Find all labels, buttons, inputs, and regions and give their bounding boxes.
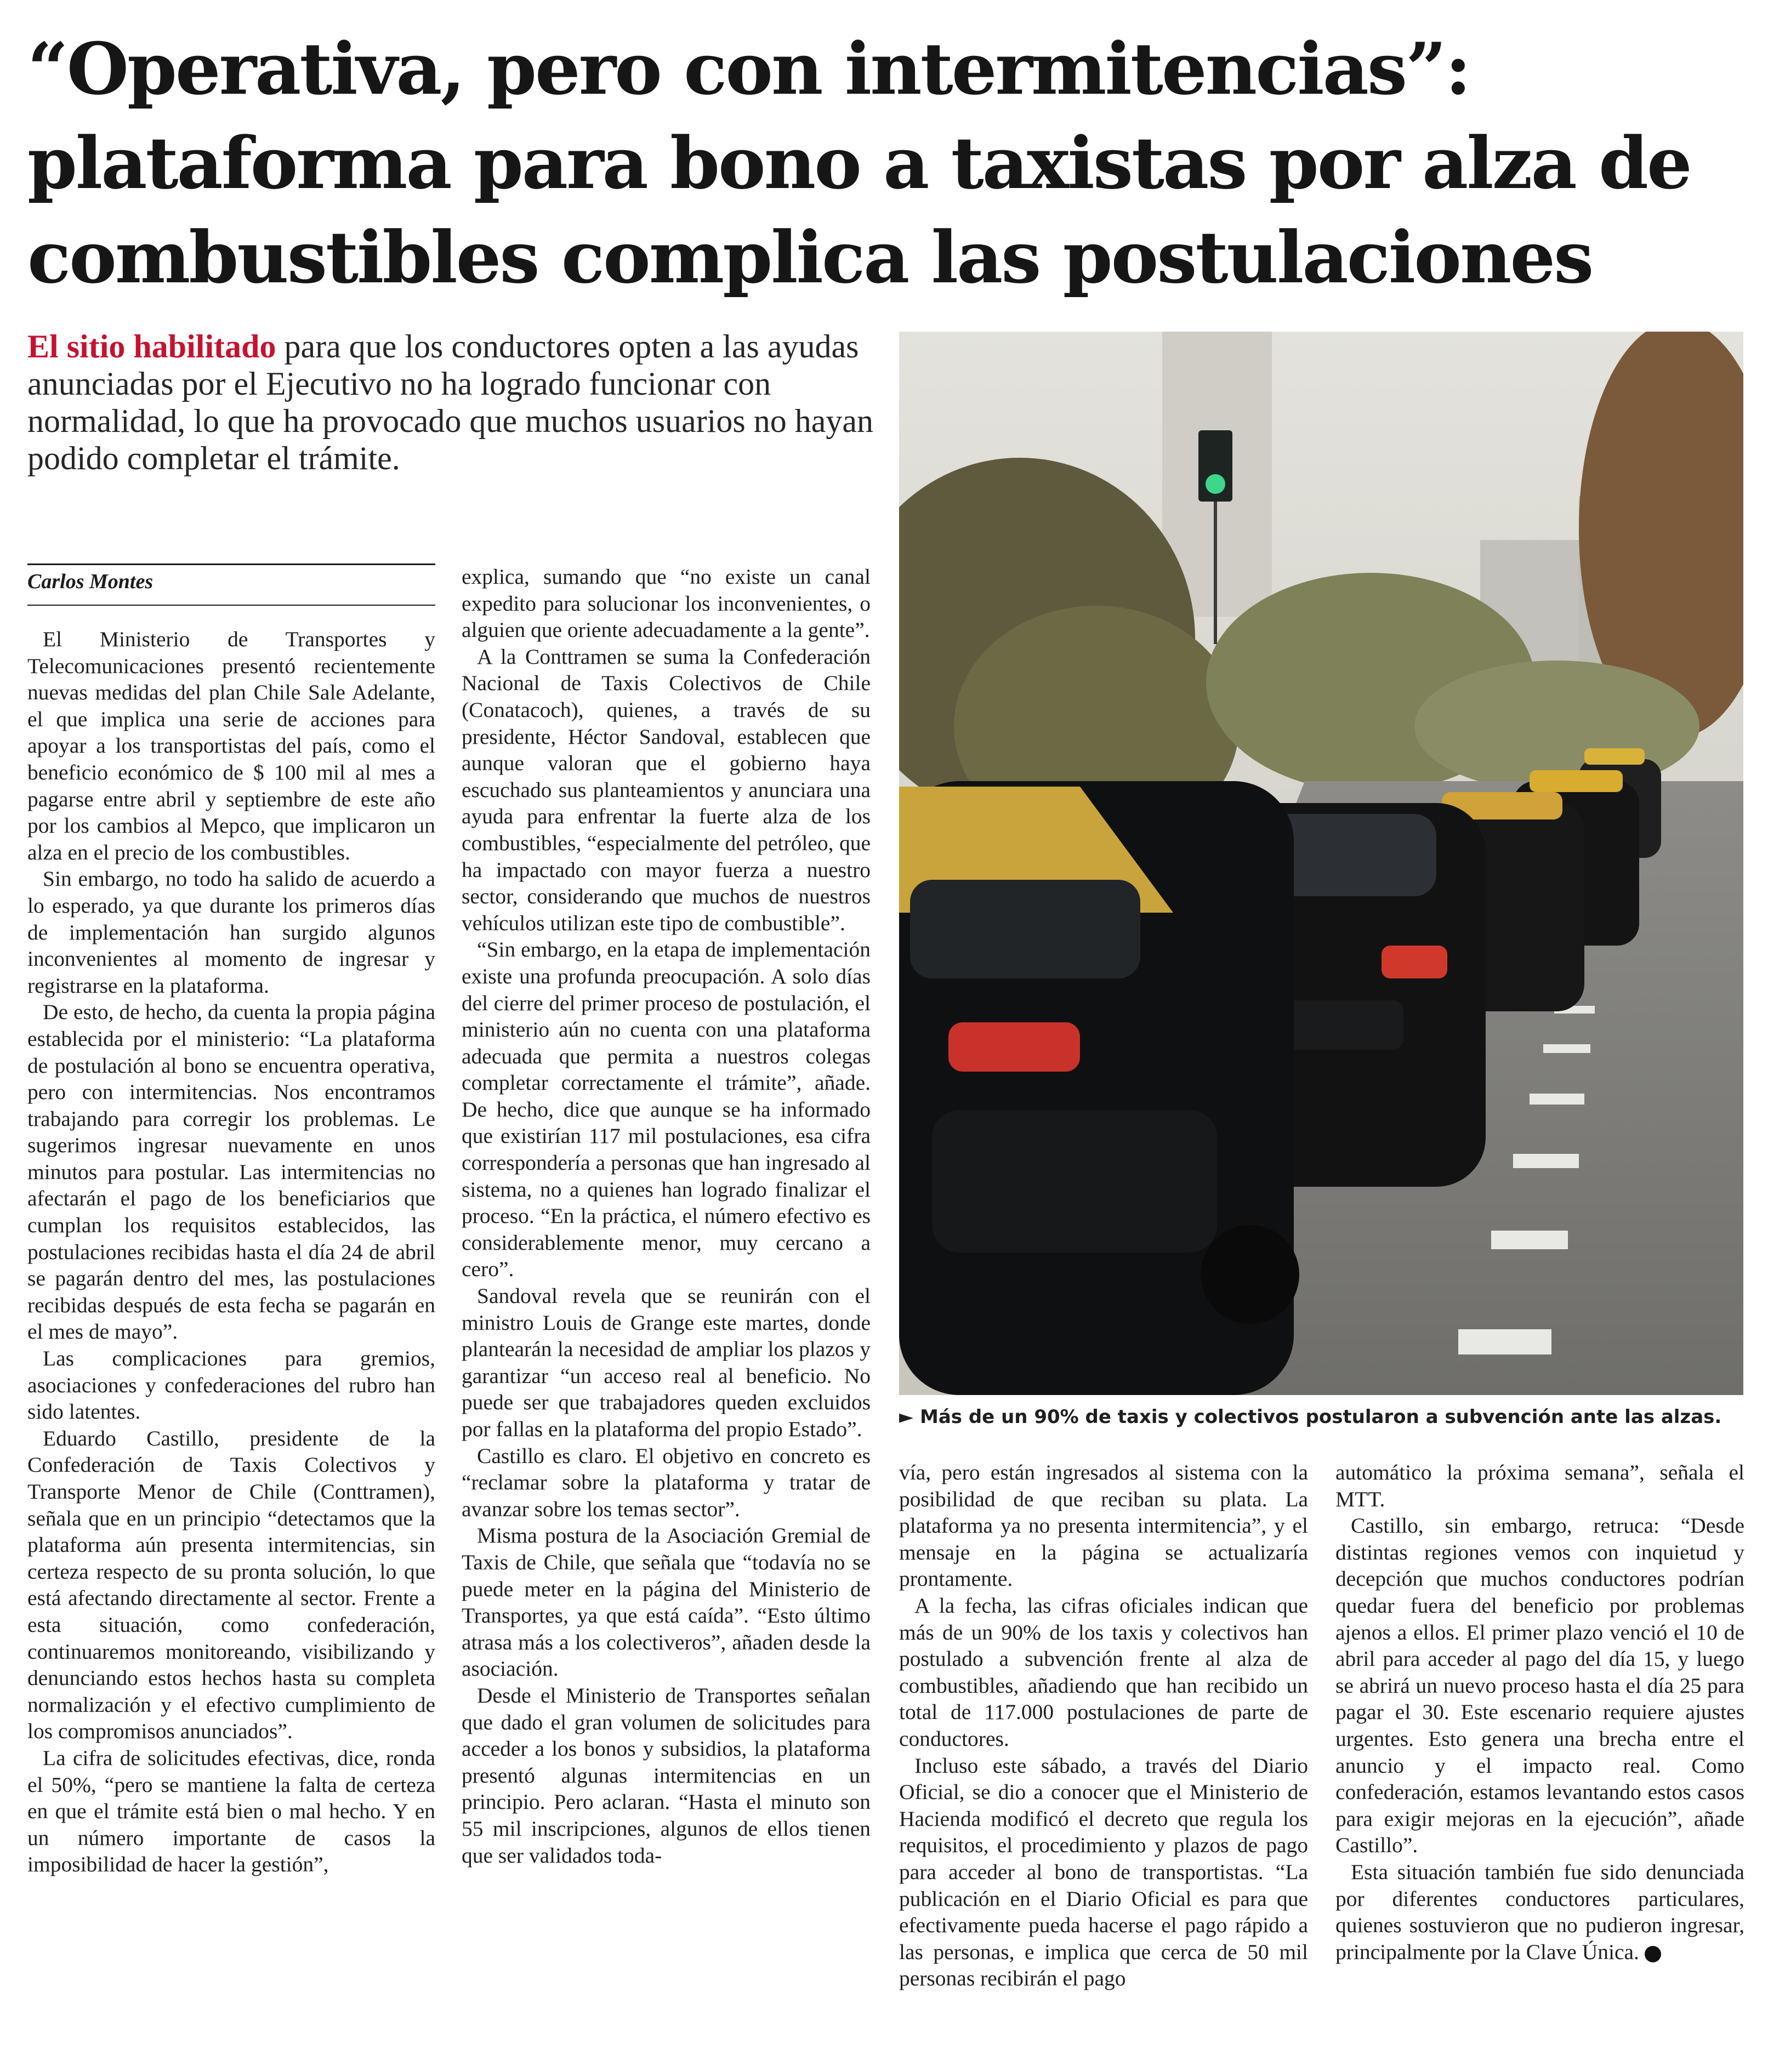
body-column-2 — [462, 563, 871, 1869]
headline-line-2: plataforma para bono a taxistas por alza de — [27, 121, 1691, 205]
body-paragraph: Desde el Ministerio de Transportes señalan que dado el gran volumen de solicitudes para acceder a los bonos y subsidios, la plataforma presentó algunas intermitencias en un principio. Pero aclaran. “Hasta el minuto son 55 mil inscripciones, algunos de ellos tienen que ser validados toda- — [462, 1683, 871, 1868]
body-paragraph: Castillo, sin embargo, retruca: “Desde distintas regiones vemos con inquietud y decepción que muchos conductores podrían quedar fuera del beneficio por problemas ajenos a ellos. El primer plazo venció el 10 de abril para acceder al pago del día 15, y luego se abrirá un nuevo proceso hasta el día 25 para pagar el 30. Este escenario requiere ajustes urgentes. Esto genera una brecha entre el anuncio y el impacto real. Como confederación, estamos levantando estos casos para exigir mejoras en la ejecución”, añade Castillo”. — [1335, 1513, 1744, 1858]
byline: Carlos Montes — [27, 563, 435, 606]
lead-text: para que los conductores opten a las ayudas anunciadas por el Ejecutivo no ha logrado funcionar con normalidad, lo que ha provocado que muchos usuarios no hayan podido completar el trámite. — [27, 328, 873, 476]
body-paragraph: vía, pero están ingresados al sistema con la posibilidad de que reciban su plata. La plataforma ya no presenta intermitencia”, y el mensaje en la página se actualizaría prontamente. — [899, 1460, 1308, 1591]
body-paragraph — [1335, 1859, 1744, 1965]
body-paragraph: El Ministerio de Transportes y Telecomunicaciones presentó recientemente nuevas medidas del plan Chile Sale Adelante, el que implica una serie de acciones para apoyar a los transportistas del país, como el beneficio económico de $ 100 mil al mes a pagarse entre abril y septiembre de este año por los cambios al Mepco, que implicaron un alza en el precio de los combustibles. — [27, 627, 435, 864]
body-paragraph: A la fecha, las cifras oficiales indican que más de un 90% de los taxis y colectivos han postulado a subvención frente al alza de combustibles, añadiendo que han recibido un total de 117.000 postulaciones de parte de conductores. — [899, 1593, 1308, 1751]
body-paragraph: Incluso este sábado, a través del Diario Oficial, se dio a conocer que el Ministerio de Hacienda modificó el decreto que regula los requisitos, el procedimiento y plazos de pago para acceder al bono de transportistas. “La publicación en el Diario Oficial es para que efectivamente pueda hacerse el pago rápido a las personas, e implica que cerca de 50 mil personas recibirán el pago — [899, 1753, 1308, 1991]
body-paragraph: explica, sumando que “no existe un canal expedito para solucionar los inconvenientes, o alguien que oriente adecuadamente a la gente”. — [462, 565, 871, 642]
street-traffic-photo — [899, 332, 1743, 1395]
body-column-1 — [27, 626, 435, 1878]
headline — [27, 22, 1760, 305]
body-column-3 — [899, 1459, 1308, 1992]
body-paragraph: La cifra de solicitudes efectivas, dice, ronda el 50%, “pero se mantiene la falta de certeza en que el trámite está bien o mal hecho. Y en un número importante de casos la imposibilidad de hacer la gestión”, — [27, 1745, 435, 1877]
body-paragraph: automático la próxima semana”, señala el MTT. — [1335, 1460, 1744, 1511]
body-paragraph: Misma postura de la Asociación Gremial de Taxis de Chile, que señala que “todavía no se puede meter en la página del Ministerio de Transportes, ya que está caída”. “Esto último atrasa más a los colectiveros”, añaden desde la asociación. — [462, 1523, 871, 1681]
body-paragraph: A la Conttramen se suma la Confederación Nacional de Taxis Colectivos de Chile (Conatacoch), quienes, a través de su presidente, Héctor Sandoval, establecen que aunque valoran que el gobierno haya escuchado sus planteamientos y anunciara una ayuda para enfrentar la fuerte alza de los combustibles, “especialmente del petróleo, que ha impactado con mayor fuerza a nuestro sector, considerando que muchos de nuestros vehículos utilizan este tipo de combustible”. — [462, 644, 871, 935]
closing-text: Esta situación también fue sido denunciada por diferentes conductores particulares, quienes sostuvieron que no pudieron ingresar, principalmente por la Clave Única. — [1335, 1859, 1744, 1964]
taxi-traffic-illustration — [899, 332, 1743, 1395]
headline-line-1: “Operativa, pero con intermitencias”: — [27, 27, 1470, 111]
photo-caption: ► Más de un 90% de taxis y colectivos postularon a subvención ante las alzas. — [899, 1406, 1722, 1428]
body-paragraph: Sin embargo, no todo ha salido de acuerdo a lo esperado, ya que durante los primeros días de implementación han surgido algunos inconvenientes al momento de ingresar y registrarse en la plataforma. — [27, 867, 435, 998]
body-paragraph: Sandoval revela que se reunirán con el ministro Louis de Grange este martes, donde plantearán la necesidad de ampliar los plazos y garantizar “un acceso real al beneficio. No puede ser que trabajadores queden excluidos por fallas en la plataforma del propio Estado”. — [462, 1284, 871, 1441]
end-of-article-icon — [1645, 1946, 1661, 1962]
lead-kicker: El sitio habilitado — [27, 328, 276, 365]
headline-line-3: combustibles complica las postulaciones — [27, 215, 1593, 299]
body-paragraph: Castillo es claro. El objetivo en concreto es “reclamar sobre la plataforma y tratar de avanzar sobre los temas sector”. — [462, 1443, 871, 1521]
body-paragraph: “Sin embargo, en la etapa de implementación existe una profunda preocupación. A solo días del cierre del primer proceso de postulación, el ministerio aún no cuenta con una plataforma adecuada que permita a nuestros colegas completar correctamente el trámite”, añade. De hecho, dice que aunque se ha informado que existirían 117 mil postulaciones, esa cifra correspondería a personas que han ingresado al sistema, no a quienes han logrado finalizar el proceso. “En la práctica, el número efectivo es considerablemente menor, muy cercano a cero”. — [462, 937, 871, 1282]
body-paragraph: De esto, de hecho, da cuenta la propia página establecida por el ministerio: “La plataforma de postulación al bono se encuentra operativa, pero con intermitencias. Nos encontramos trabajando para corregir los problemas. Le sugerimos ingresar nuevamente en unos minutos para postular. Las intermitencias no afectarán el pago de los beneficiarios que cumplan los requisitos establecidos, las postulaciones recibidas hasta el día 24 de abril se pagarán dentro del mes, las postulaciones recibidas después de esta fecha se pagarán en el mes de mayo”. — [27, 1000, 435, 1344]
body-paragraph: Las complicaciones para gremios, asociaciones y confederaciones del rubro han sido latentes. — [27, 1346, 435, 1424]
lead-paragraph — [27, 328, 883, 477]
body-column-4 — [1335, 1459, 1744, 1965]
body-paragraph: Eduardo Castillo, presidente de la Confederación de Taxis Colectivos y Transporte Menor de Chile (Conttramen), señala que en un principio “detectamos que la plataforma aún presenta intermitencias, sin certeza respecto de su pronta solución, lo que está afectando directamente al sector. Frente a esta situación, como confederación, continuaremos monitoreando, visibilizando y denunciando estos hechos hasta su completa normalización y el efectivo cumplimiento de los compromisos anunciados”. — [27, 1426, 435, 1744]
